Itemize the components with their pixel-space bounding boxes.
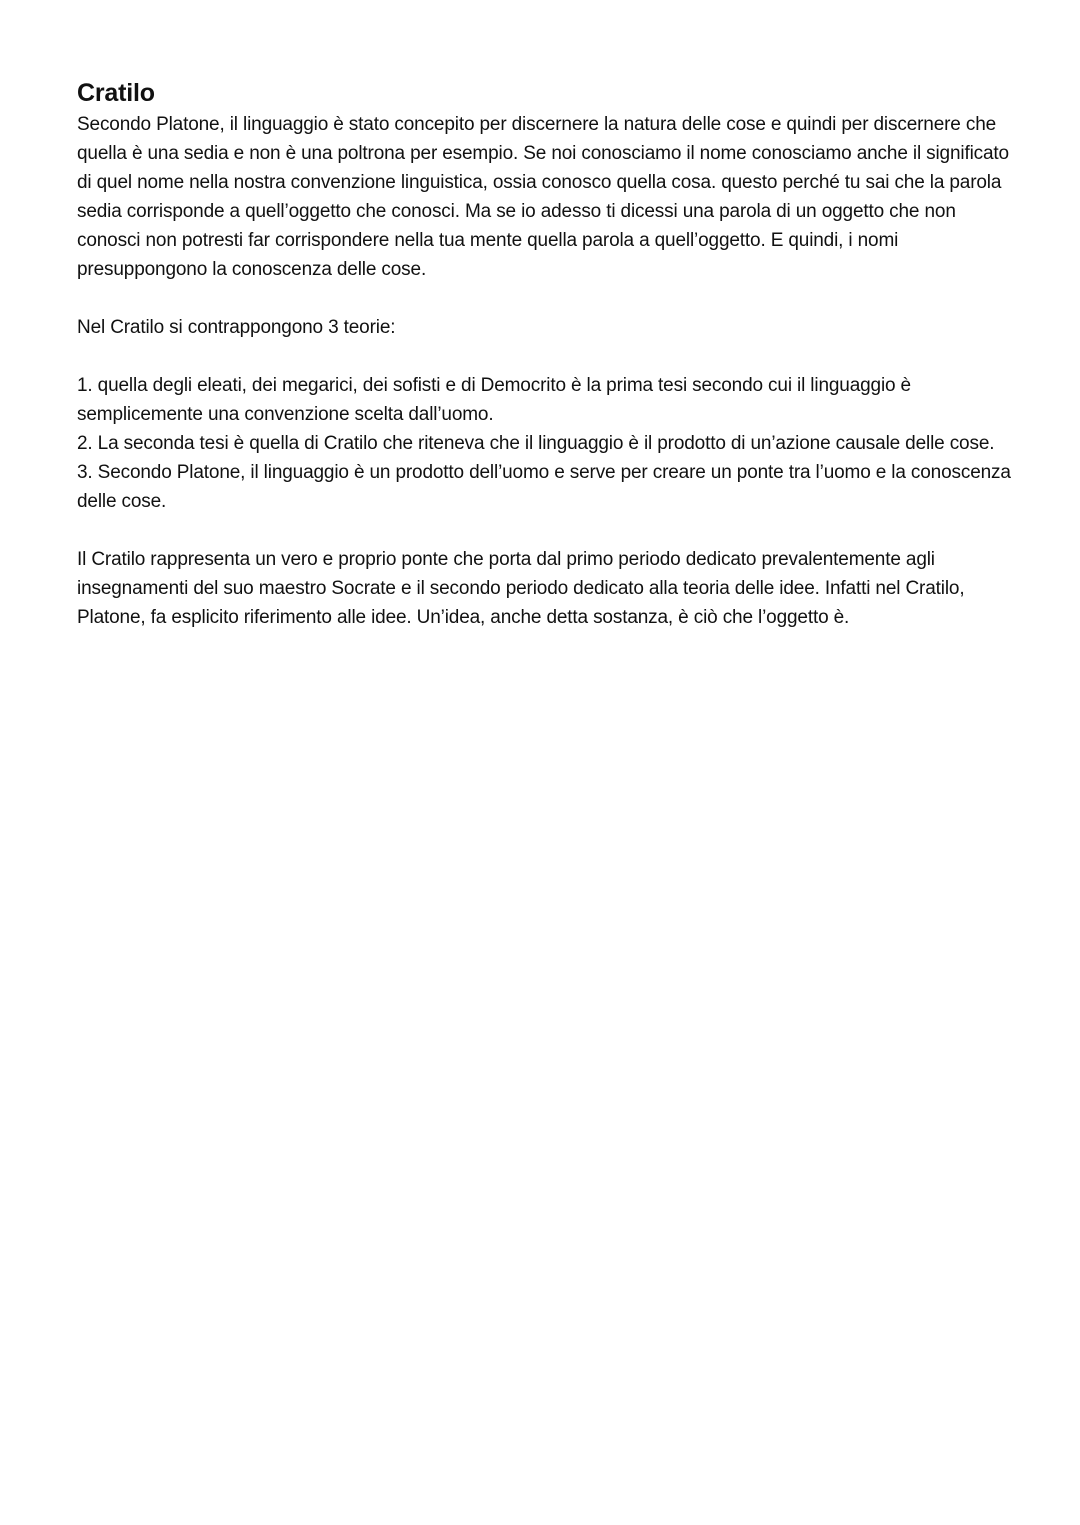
intro-paragraph: Secondo Platone, il linguaggio è stato concepito per discernere la natura delle cose e quindi per discernere che quella è una sedia e non è una poltrona per esempio. Se noi conosciamo il nome conosciamo anche il significato di quel nome nella nostra convenzione linguistica, ossia conosco quella cosa. questo perché tu sai che la parola sedia corrisponde a quell’oggetto che conosci. Ma se io adesso ti dicessi una parola di un oggetto che non conosci non potresti far corrispondere nella tua mente quella parola a quell’oggetto. E quindi, i nomi presuppongono la conoscenza delle cose.	[77, 114, 1009, 280]
theory-item-2: 2. La seconda tesi è quella di Cratilo che riteneva che il linguaggio è il prodotto di un’azione causale delle cose.	[77, 433, 995, 454]
paragraph-spacer	[77, 516, 1012, 545]
theory-item-3: 3. Secondo Platone, il linguaggio è un prodotto dell’uomo e serve per creare un ponte tra l’uomo e la conoscenza delle cose.	[77, 462, 1011, 512]
document-title: Cratilo	[77, 79, 155, 107]
paragraph-spacer	[77, 342, 1012, 371]
theory-item-1: 1. quella degli eleati, dei megarici, dei sofisti e di Democrito è la prima tesi secondo cui il linguaggio è semplicemente una convenzione scelta dall’uomo.	[77, 375, 911, 425]
theories-intro: Nel Cratilo si contrappongono 3 teorie:	[77, 317, 396, 338]
conclusion-paragraph: Il Cratilo rappresenta un vero e proprio ponte che porta dal primo periodo dedicato prevalentemente agli insegnamenti del suo maestro Socrate e il secondo periodo dedicato alla teoria delle idee. Infatti nel Cratilo, Platone, fa esplicito riferimento alle idee. Un’idea, anche detta sostanza, è ciò che l’oggetto è.	[77, 549, 965, 628]
paragraph-spacer	[77, 284, 1012, 313]
theories-list	[77, 371, 1012, 516]
document-page	[77, 76, 1012, 632]
